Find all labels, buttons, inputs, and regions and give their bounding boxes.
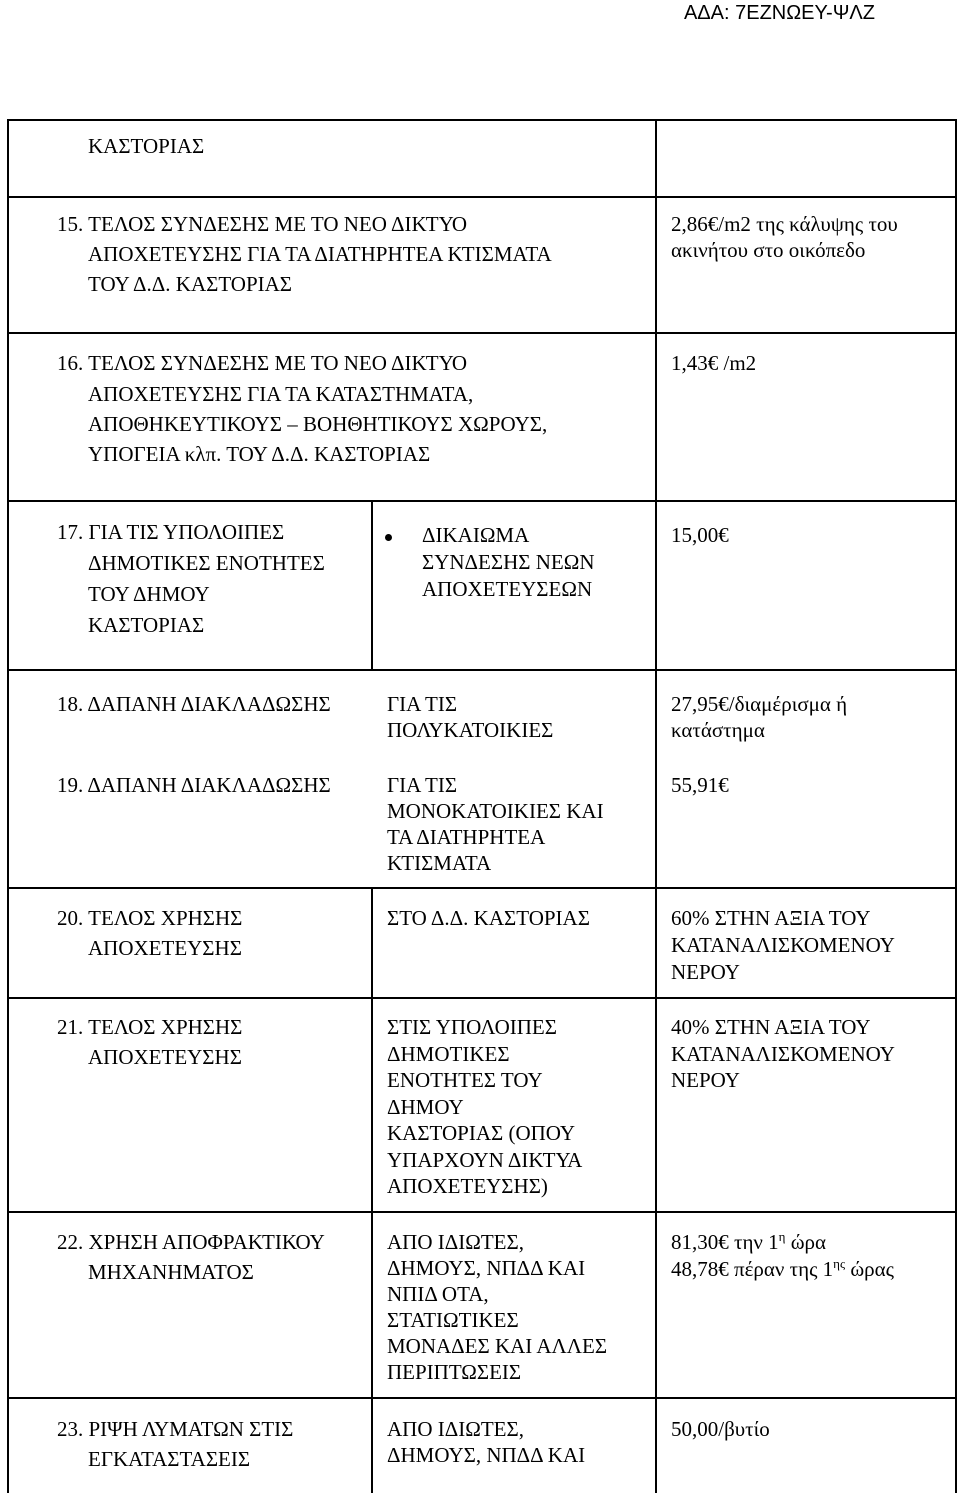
row-23-col2-line: ΔΗΜΟΥΣ, ΝΠΔΔ ΚΑΙ: [387, 1443, 586, 1467]
row-16-col1-line: 16. ΤΕΛΟΣ ΣΥΝΔΕΣΗΣ ΜΕ ΤΟ ΝΕΟ ΔΙΚΤΥΟ: [57, 351, 468, 375]
rate-first-hour-text: 81,30€ την 1: [671, 1230, 779, 1254]
row-21-col2-line: ΔΗΜΟΥ: [387, 1095, 464, 1119]
row-20-col3-line: ΝΕΡΟΥ: [671, 960, 740, 984]
row-21-col2-line: ΣΤΙΣ ΥΠΟΛΟΙΠΕΣ: [387, 1015, 557, 1039]
row-16-col3-line: 1,43€ /m2: [671, 351, 757, 375]
row-21-col3-line: ΝΕΡΟΥ: [671, 1068, 740, 1092]
row-16-col1-line: ΑΠΟΧΕΤΕΥΣΗΣ ΓΙΑ ΤΑ ΚΑΤΑΣΤΗΜΑΤΑ,: [88, 382, 474, 406]
row-22-col3-rate-first-hour: [671, 1229, 826, 1255]
row-16-col1-line: ΥΠΟΓΕΙΑ κλπ. ΤΟΥ Δ.Δ. ΚΑΣΤΟΡΙΑΣ: [88, 442, 431, 466]
row-15-col1-line: 15. ΤΕΛΟΣ ΣΥΝΔΕΣΗΣ ΜΕ ΤΟ ΝΕΟ ΔΙΚΤΥΟ: [57, 212, 468, 236]
column-divider: [371, 500, 373, 669]
row-21-col2-line: ΕΝΟΤΗΤΕΣ ΤΟΥ: [387, 1068, 543, 1092]
row-15-col1-line: ΑΠΟΧΕΤΕΥΣΗΣ ΓΙΑ ΤΑ ΔΙΑΤΗΡΗΤΕΑ ΚΤΙΣΜΑΤΑ: [88, 242, 552, 266]
row-17-col1-line: 17. ΓΙΑ ΤΙΣ ΥΠΟΛΟΙΠΕΣ: [57, 520, 285, 544]
row-14-col1-line: ΚΑΣΤΟΡΙΑΣ: [88, 134, 205, 158]
row-17-col1-line: ΤΟΥ ΔΗΜΟΥ: [88, 582, 210, 606]
row-22-col1-line: ΜΗΧΑΝΗΜΑΤΟΣ: [88, 1260, 254, 1284]
row-21-col1-line: 21. ΤΕΛΟΣ ΧΡΗΣΗΣ: [57, 1015, 243, 1039]
row-19-col2-line: ΓΙΑ ΤΙΣ: [387, 773, 458, 797]
row-18-col3-line: 27,95€/διαμέρισμα ή: [671, 692, 848, 716]
row-17-col2-line: ΑΠΟΧΕΤΕΥΣΕΩΝ: [422, 577, 593, 601]
row-18-col2-line: ΠΟΛΥΚΑΤΟΙΚΙΕΣ: [387, 718, 554, 742]
row-18-col2-line: ΓΙΑ ΤΙΣ: [387, 692, 458, 716]
row-21-col2-line: ΔΗΜΟΤΙΚΕΣ: [387, 1042, 510, 1066]
row-15-col1-line: ΤΟΥ Δ.Δ. ΚΑΣΤΟΡΙΑΣ: [88, 272, 293, 296]
row-22-col2-line: ΠΕΡΙΠΤΩΣΕΙΣ: [387, 1360, 522, 1384]
row-19-col1-line: 19. ΔΑΠΑΝΗ ΔΙΑΚΛΑΔΩΣΗΣ: [57, 773, 331, 797]
row-21-col1-line: ΑΠΟΧΕΤΕΥΣΗΣ: [88, 1045, 242, 1069]
ordinal-superscript: η: [778, 1229, 786, 1244]
row-22-col2-line: ΣΤΑΤΙΩΤΙΚΕΣ: [387, 1308, 519, 1332]
row-23-col2-line: ΑΠΟ ΙΔΙΩΤΕΣ,: [387, 1417, 524, 1441]
row-22-col2-line: ΔΗΜΟΥΣ, ΝΠΔΔ ΚΑΙ: [387, 1256, 586, 1280]
row-17-col2-line: ΔΙΚΑΙΩΜΑ: [422, 523, 530, 547]
row-20-col3-line: ΚΑΤΑΝΑΛΙΣΚΟΜΕΝΟΥ: [671, 933, 895, 957]
row-23-col1-line: 23. ΡΙΨΗ ΛΥΜΑΤΩΝ ΣΤΙΣ: [57, 1417, 294, 1441]
row-20-col1-line: 20. ΤΕΛΟΣ ΧΡΗΣΗΣ: [57, 906, 243, 930]
row-18-col3-line: κατάστημα: [671, 718, 765, 742]
row-21-col2-line: ΥΠΑΡΧΟΥΝ ΔΙΚΤΥΑ: [387, 1148, 583, 1172]
row-23-col3-line: 50,00/βυτίο: [671, 1417, 770, 1441]
row-19-col2-line: ΜΟΝΟΚΑΤΟΙΚΙΕΣ ΚΑΙ: [387, 799, 604, 823]
row-17-col3-line: 15,00€: [671, 523, 729, 547]
column-divider: [371, 887, 373, 1493]
row-15-col3-line: ακινήτου στο οικόπεδο: [671, 238, 866, 262]
table-border-top: [7, 119, 956, 121]
row-16-col1-line: ΑΠΟΘΗΚΕΥΤΙΚΟΥΣ – ΒΟΗΘΗΤΙΚΟΥΣ ΧΩΡΟΥΣ,: [88, 412, 548, 436]
row-divider: [7, 332, 956, 334]
row-divider: [7, 887, 956, 889]
row-22-col2-line: ΑΠΟ ΙΔΙΩΤΕΣ,: [387, 1230, 524, 1254]
row-21-col3-line: 40% ΣΤΗΝ ΑΞΙΑ ΤΟΥ: [671, 1015, 871, 1039]
bullet-icon: [385, 534, 392, 541]
table-border-left: [7, 119, 9, 1493]
row-21-col2-line: ΚΑΣΤΟΡΙΑΣ (ΟΠΟΥ: [387, 1121, 576, 1145]
ordinal-superscript: ης: [833, 1256, 846, 1271]
rate-extra-hours-text: 48,78€ πέραν της 1: [671, 1257, 834, 1281]
row-18-col1-line: 18. ΔΑΠΑΝΗ ΔΙΑΚΛΑΔΩΣΗΣ: [57, 692, 331, 716]
row-22-col2-line: ΜΟΝΑΔΕΣ ΚΑΙ ΑΛΛΕΣ: [387, 1334, 608, 1358]
ada-code: ΑΔΑ: 7ΕΖΝΩΕΥ-ΨΛΖ: [683, 2, 875, 24]
row-22-col1-line: 22. ΧΡΗΣΗ ΑΠΟΦΡΑΚΤΙΚΟΥ: [57, 1230, 325, 1254]
row-17-col2-line: ΣΥΝΔΕΣΗΣ ΝΕΩΝ: [422, 550, 595, 574]
row-19-col3-line: 55,91€: [671, 773, 729, 797]
row-21-col3-line: ΚΑΤΑΝΑΛΙΣΚΟΜΕΝΟΥ: [671, 1042, 895, 1066]
row-17-col1-line: ΔΗΜΟΤΙΚΕΣ ΕΝΟΤΗΤΕΣ: [88, 551, 325, 575]
row-20-col2-line: ΣΤΟ Δ.Δ. ΚΑΣΤΟΡΙΑΣ: [387, 906, 590, 930]
row-19-col2-line: ΤΑ ΔΙΑΤΗΡΗΤΕΑ: [387, 825, 546, 849]
table-border-right: [955, 119, 957, 1493]
row-15-col3-line: 2,86€/m2 της κάλυψης του: [671, 212, 898, 236]
column-divider: [655, 119, 657, 1493]
row-19-col2-line: ΚΤΙΣΜΑΤΑ: [387, 851, 492, 875]
row-divider: [7, 500, 956, 502]
row-21-col2-line: ΑΠΟΧΕΤΕΥΣΗΣ): [387, 1174, 548, 1198]
row-22-col2-line: ΝΠΙΔ ΟΤΑ,: [387, 1282, 489, 1306]
row-17-col1-line: ΚΑΣΤΟΡΙΑΣ: [88, 613, 205, 637]
row-20-col1-line: ΑΠΟΧΕΤΕΥΣΗΣ: [88, 936, 242, 960]
row-20-col3-line: 60% ΣΤΗΝ ΑΞΙΑ ΤΟΥ: [671, 906, 871, 930]
row-divider: [7, 196, 956, 198]
row-divider: [7, 1211, 956, 1213]
rate-extra-hours-unit: ώρας: [845, 1257, 894, 1281]
rate-first-hour-unit: ώρα: [785, 1230, 827, 1254]
row-23-col1-line: ΕΓΚΑΤΑΣΤΑΣΕΙΣ: [88, 1447, 251, 1471]
row-divider: [7, 1397, 956, 1399]
row-divider: [7, 997, 956, 999]
row-divider: [7, 669, 956, 671]
row-22-col3-rate-extra-hours: [671, 1256, 894, 1282]
